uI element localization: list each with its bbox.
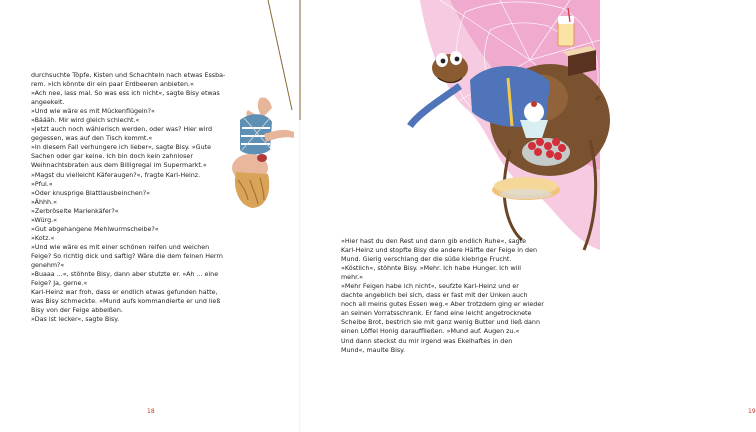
text-line: »Würg.« xyxy=(31,216,58,224)
text-line: »Bäääh. Mir wird gleich schlecht.« xyxy=(31,117,140,125)
page-number-right: 19 xyxy=(748,408,756,415)
text-line: »Jetzt auch noch wählerisch werden, oder was? Hier wird xyxy=(31,126,212,134)
text-line: einen Löffel Honig darauffließen. »Mund auf. Augen zu.« xyxy=(341,328,520,336)
text-line: »Köstlich«, stöhnte Bisy. »Mehr. Ich habe Hunger. Ich will xyxy=(341,265,522,273)
text-line: »Pfui.« xyxy=(31,180,53,188)
right-page xyxy=(300,0,756,432)
text-line: Weihnachtsbraten aus dem Billigregal im Supermarkt.« xyxy=(31,162,207,170)
text-line: Feige? So richtig dick und saftig? Wäre die dem feinen Herrn xyxy=(31,252,223,260)
text-line: »Buaaa ...«, stöhnte Bisy, dann aber stutzte er. »Ah ... eine xyxy=(31,271,219,279)
text-line: Mund. Gierig verschlang der die süße klebrige Frucht. xyxy=(341,256,512,264)
text-line: »Ach nee, lass mal. So was ess ich nicht«, sagte Bisy etwas xyxy=(31,90,220,98)
page-number-left: 18 xyxy=(147,408,155,415)
left-page-text xyxy=(31,71,293,324)
text-line: dachte angeblich bei sich, dass er fast mit der Unken auch xyxy=(341,292,528,300)
text-line: genehm?« xyxy=(31,261,65,269)
text-line: Scheibe Brot, bestrich sie mit ganz wenig Butter und ließ dann xyxy=(341,319,540,327)
text-line: »Und wie wäre es mit einer schönen reifen und weichen xyxy=(31,243,210,251)
text-line: Bisy von der Feige abbeißen. xyxy=(31,307,123,315)
text-line: »Gut abgehangene Mehlwurmscheibe?« xyxy=(31,225,159,233)
text-line: »Oder knusprige Blattlausbeinchen?« xyxy=(31,189,151,197)
text-line: »Und wie wäre es mit Mückenflügeln?« xyxy=(31,108,155,116)
text-line: »Kotz.« xyxy=(31,234,55,242)
text-line: Sachen oder gar keine. Ich bin doch kein zahnloser xyxy=(31,153,193,161)
spider-karl-heinz-illustration xyxy=(300,0,600,432)
text-line: noch all meins gutes Essen weg.« Aber trotzdem ging er wieder xyxy=(341,301,544,309)
text-line: angeekelt. xyxy=(31,99,65,107)
text-line: »Ähhh.« xyxy=(31,198,57,206)
text-line: »Hier hast du den Rest und dann gib endlich Ruhe«, sagte xyxy=(341,238,527,245)
text-line: rem. »Ich könnte dir ein paar Erdbeeren anbieten.« xyxy=(31,81,194,89)
text-line: an seinen Vorratsschrank. Er fand eine leicht angetrocknete xyxy=(341,310,532,318)
text-line: Feige? Ja, gerne.« xyxy=(31,280,88,288)
text-line: »Zerbröselte Marienkäfer?« xyxy=(31,207,119,215)
text-line: »Das ist lecker«, sagte Bisy. xyxy=(31,316,120,324)
text-line: durchsuchte Töpfe, Kisten und Schachteln nach etwas Essba- xyxy=(31,72,226,79)
text-line: gegessen, was auf den Tisch kommt.« xyxy=(31,135,153,143)
text-line: Karl-Heinz und stopfte Bisy die andere Hälfte der Feige in den xyxy=(341,247,538,255)
text-line: Karl-Heinz war froh, dass er endlich etwas gefunden hatte, xyxy=(31,289,218,297)
text-line: was Bisy schmeckte. »Mund aufs kommandierte er und ließ xyxy=(31,298,221,306)
right-page-text xyxy=(341,237,596,355)
text-line: Mund«, maulte Bisy. xyxy=(341,346,405,354)
text-line: »Magst du vielleicht Käferaugen?«, fragte Karl-Heinz. xyxy=(31,171,201,179)
text-line: »In diesem Fall verhungere ich lieber«, sagte Bisy. »Gute xyxy=(31,144,211,152)
text-line: »Mehr Feigen habe ich nicht«, seufzte Karl-Heinz und er xyxy=(341,283,519,291)
left-page xyxy=(0,0,300,432)
text-line: mehr.« xyxy=(341,274,364,282)
text-line: Und dann steckst du mir irgend was Ekelhaftes in den xyxy=(341,337,513,345)
